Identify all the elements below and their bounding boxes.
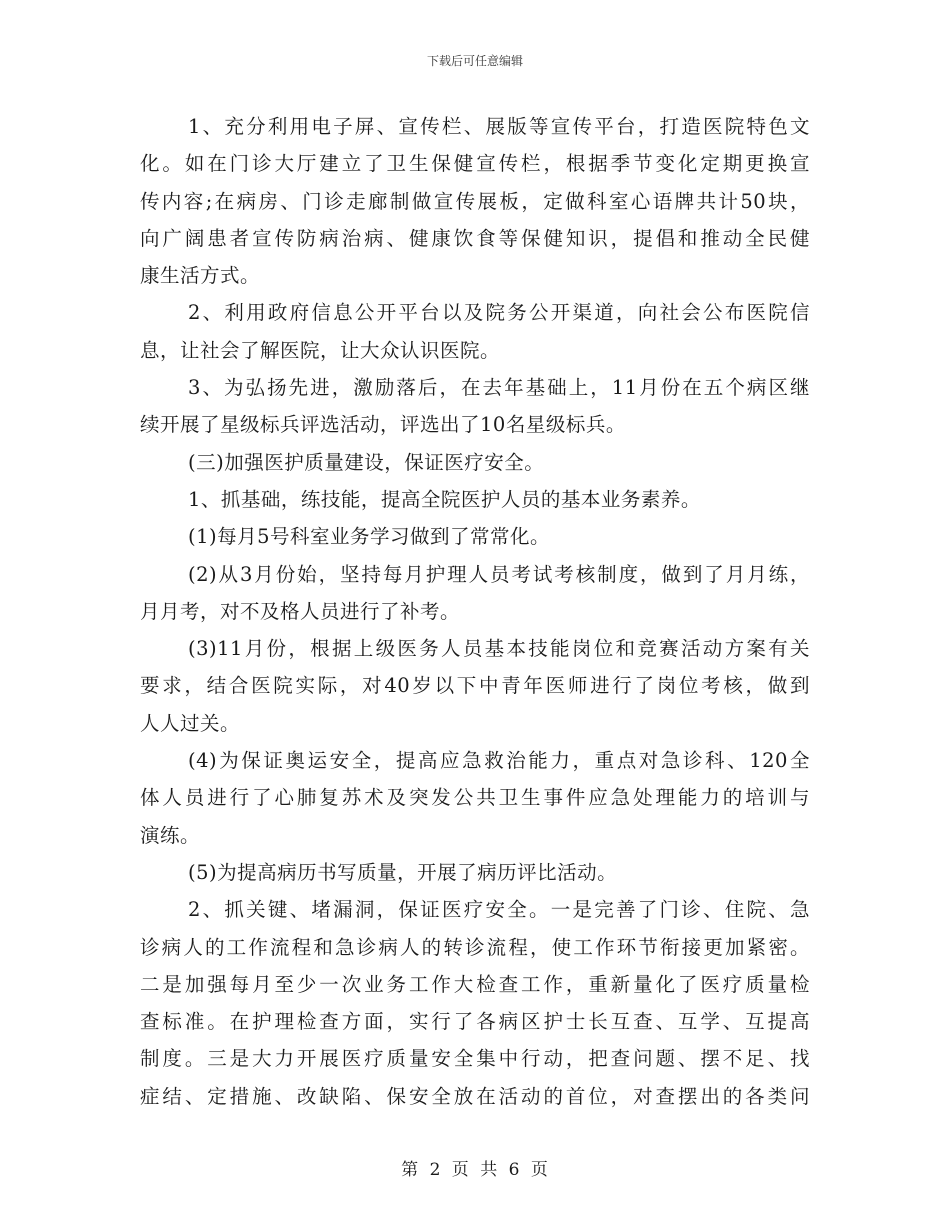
text-line: 3、为弘扬先进，激励落后，在去年基础上，11月份在五个病区继 bbox=[188, 376, 810, 400]
page-footer: 第 2 页 共 6 页 bbox=[401, 1160, 549, 1180]
page-header: 下载后可任意编辑 bbox=[426, 54, 523, 68]
text-line: 息，让社会了解医院，让大众认识医院。 bbox=[140, 338, 501, 362]
text-line: 体人员进行了心肺复苏术及突发公共卫生事件应急处理能力的培训与 bbox=[140, 786, 810, 810]
text-line: (2)从3月份始，坚持每月护理人员考试考核制度，做到了月月练， bbox=[188, 562, 810, 586]
text-line: 化。如在门诊大厅建立了卫生保健宣传栏，根据季节变化定期更换宣 bbox=[140, 152, 810, 176]
text-line: 月月考，对不及格人员进行了补考。 bbox=[140, 599, 461, 623]
text-line: (5)为提高病历书写质量，开展了病历评比活动。 bbox=[188, 860, 618, 884]
text-line: 演练。 bbox=[140, 823, 201, 847]
text-line: 2、抓关键、堵漏洞，保证医疗安全。一是完善了门诊、住院、急 bbox=[188, 898, 810, 922]
text-line: 制度。三是大力开展医疗质量安全集中行动，把查问题、摆不足、找 bbox=[140, 1047, 810, 1071]
text-line: 要求，结合医院实际，对40岁以下中青年医师进行了岗位考核，做到 bbox=[140, 674, 810, 698]
text-line: (4)为保证奥运安全，提高应急救治能力，重点对急诊科、120全 bbox=[188, 749, 810, 773]
document-body bbox=[140, 108, 810, 1115]
text-line: 康生活方式。 bbox=[140, 264, 261, 288]
text-line: (三)加强医护质量建设，保证医疗安全。 bbox=[188, 450, 545, 474]
text-line: 诊病人的工作流程和急诊病人的转诊流程，使工作环节衔接更加紧密。 bbox=[140, 935, 810, 959]
text-line: (1)每月5号科室业务学习做到了常常化。 bbox=[188, 525, 551, 549]
text-line: 续开展了星级标兵评选活动，评选出了10名星级标兵。 bbox=[140, 413, 626, 437]
text-line: 二是加强每月至少一次业务工作大检查工作，重新量化了医疗质量检 bbox=[140, 972, 810, 996]
text-line: 1、抓基础，练技能，提高全院医护人员的基本业务素养。 bbox=[188, 487, 701, 511]
text-line: 人人过关。 bbox=[140, 711, 241, 735]
text-line: 传内容;在病房、门诊走廊制做宣传展板，定做科室心语牌共计50块， bbox=[140, 189, 810, 213]
text-line: 向广阔患者宣传防病治病、健康饮食等保健知识，提倡和推动全民健 bbox=[140, 226, 810, 250]
text-line: 1、充分利用电子屏、宣传栏、展版等宣传平台，打造医院特色文 bbox=[188, 115, 810, 138]
text-line: 症结、定措施、改缺陷、保安全放在活动的首位，对查摆出的各类问 bbox=[140, 1084, 810, 1108]
text-line: 查标准。在护理检查方面，实行了各病区护士长互查、互学、互提高 bbox=[140, 1010, 810, 1034]
text-line: 2、利用政府信息公开平台以及院务公开渠道，向社会公布医院信 bbox=[188, 301, 810, 325]
text-line: (3)11月份，根据上级医务人员基本技能岗位和竞赛活动方案有关 bbox=[188, 637, 810, 661]
